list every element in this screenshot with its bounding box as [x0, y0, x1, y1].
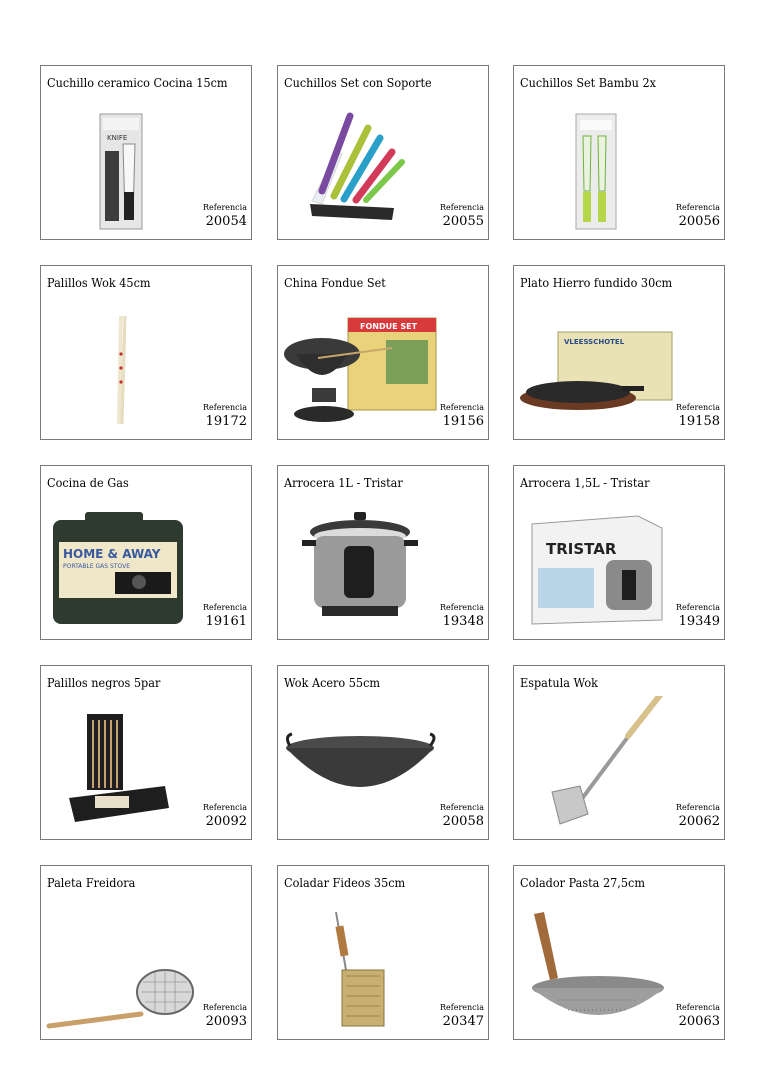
- product-name: Arrocera 1,5L - Tristar: [520, 475, 650, 490]
- rice-cooker-box-icon: [518, 496, 678, 636]
- product-name: Cocina de Gas: [47, 475, 129, 490]
- product-card[interactable]: [513, 65, 725, 240]
- reference-number: 20063: [678, 1014, 720, 1029]
- reference-label: Referencia: [676, 203, 720, 212]
- product-name: Plato Hierro fundido 30cm: [520, 275, 673, 290]
- product-card[interactable]: [40, 65, 252, 240]
- product-name: Colador Pasta 27,5cm: [520, 875, 645, 890]
- reference-label: Referencia: [203, 603, 247, 612]
- product-card[interactable]: [513, 265, 725, 440]
- gas-stove-case-icon: [45, 496, 205, 636]
- product-name: Palillos Wok 45cm: [47, 275, 151, 290]
- reference-label: Referencia: [203, 1003, 247, 1012]
- product-card[interactable]: [40, 865, 252, 1040]
- reference-label: Referencia: [203, 203, 247, 212]
- reference-label: Referencia: [676, 1003, 720, 1012]
- reference-label: Referencia: [440, 203, 484, 212]
- fondue-set-icon: [282, 296, 442, 436]
- pasta-colander-icon: [518, 896, 678, 1036]
- product-card[interactable]: [513, 865, 725, 1040]
- product-card[interactable]: [277, 465, 489, 640]
- bamboo-knife-set-icon: [518, 96, 678, 236]
- fryer-skimmer-icon: [45, 896, 205, 1036]
- product-card[interactable]: [40, 665, 252, 840]
- ceramic-knife-box-icon: [45, 96, 205, 236]
- product-card[interactable]: [277, 265, 489, 440]
- cast-iron-plate-icon: [518, 296, 678, 436]
- reference-number: 20062: [678, 814, 720, 829]
- reference-number: 19161: [205, 614, 247, 629]
- rice-box-brand: TRISTAR: [546, 540, 617, 558]
- product-name: Coladar Fideos 35cm: [284, 875, 406, 890]
- reference-number: 20055: [442, 214, 484, 229]
- reference-label: Referencia: [676, 403, 720, 412]
- reference-number: 20347: [442, 1014, 484, 1029]
- reference-number: 19156: [442, 414, 484, 429]
- reference-number: 19158: [678, 414, 720, 429]
- reference-label: Referencia: [440, 803, 484, 812]
- reference-number: 19172: [205, 414, 247, 429]
- wok-chopsticks-icon: [45, 296, 205, 436]
- product-name: Cuchillos Set con Soporte: [284, 75, 432, 90]
- stove-sub-text: PORTABLE GAS STOVE: [63, 563, 130, 570]
- reference-number: 19348: [442, 614, 484, 629]
- reference-label: Referencia: [676, 803, 720, 812]
- product-card[interactable]: [40, 465, 252, 640]
- product-name: Cuchillos Set Bambu 2x: [520, 75, 656, 90]
- reference-number: 20093: [205, 1014, 247, 1029]
- product-card[interactable]: [40, 265, 252, 440]
- product-name: Cuchillo ceramico Cocina 15cm: [47, 75, 228, 90]
- product-name: Arrocera 1L - Tristar: [284, 475, 403, 490]
- knife-set-stand-icon: [282, 96, 442, 236]
- reference-number: 20054: [205, 214, 247, 229]
- steel-wok-icon: [282, 696, 442, 836]
- reference-number: 20058: [442, 814, 484, 829]
- reference-number: 19349: [678, 614, 720, 629]
- reference-number: 20092: [205, 814, 247, 829]
- wok-spatula-icon: [518, 696, 678, 836]
- noodle-strainer-icon: [282, 896, 442, 1036]
- product-card[interactable]: [277, 665, 489, 840]
- reference-number: 20056: [678, 214, 720, 229]
- product-card[interactable]: [277, 865, 489, 1040]
- product-name: Paleta Freidora: [47, 875, 136, 890]
- product-name: China Fondue Set: [284, 275, 386, 290]
- reference-label: Referencia: [676, 603, 720, 612]
- reference-label: Referencia: [440, 1003, 484, 1012]
- knife-box-text: KNIFE: [107, 134, 128, 142]
- product-card[interactable]: [513, 665, 725, 840]
- reference-label: Referencia: [203, 403, 247, 412]
- product-name: Palillos negros 5par: [47, 675, 161, 690]
- fondue-box-text: FONDUE SET: [360, 322, 418, 331]
- plate-box-text: VLEESSCHOTEL: [564, 338, 625, 346]
- black-chopsticks-icon: [45, 696, 205, 836]
- product-card[interactable]: [513, 465, 725, 640]
- stove-brand-text: HOME & AWAY: [63, 547, 161, 561]
- rice-cooker-icon: [282, 496, 442, 636]
- product-name: Espatula Wok: [520, 675, 598, 690]
- product-name: Wok Acero 55cm: [284, 675, 381, 690]
- reference-label: Referencia: [440, 603, 484, 612]
- reference-label: Referencia: [440, 403, 484, 412]
- product-card[interactable]: [277, 65, 489, 240]
- reference-label: Referencia: [203, 803, 247, 812]
- product-grid: [40, 65, 726, 1041]
